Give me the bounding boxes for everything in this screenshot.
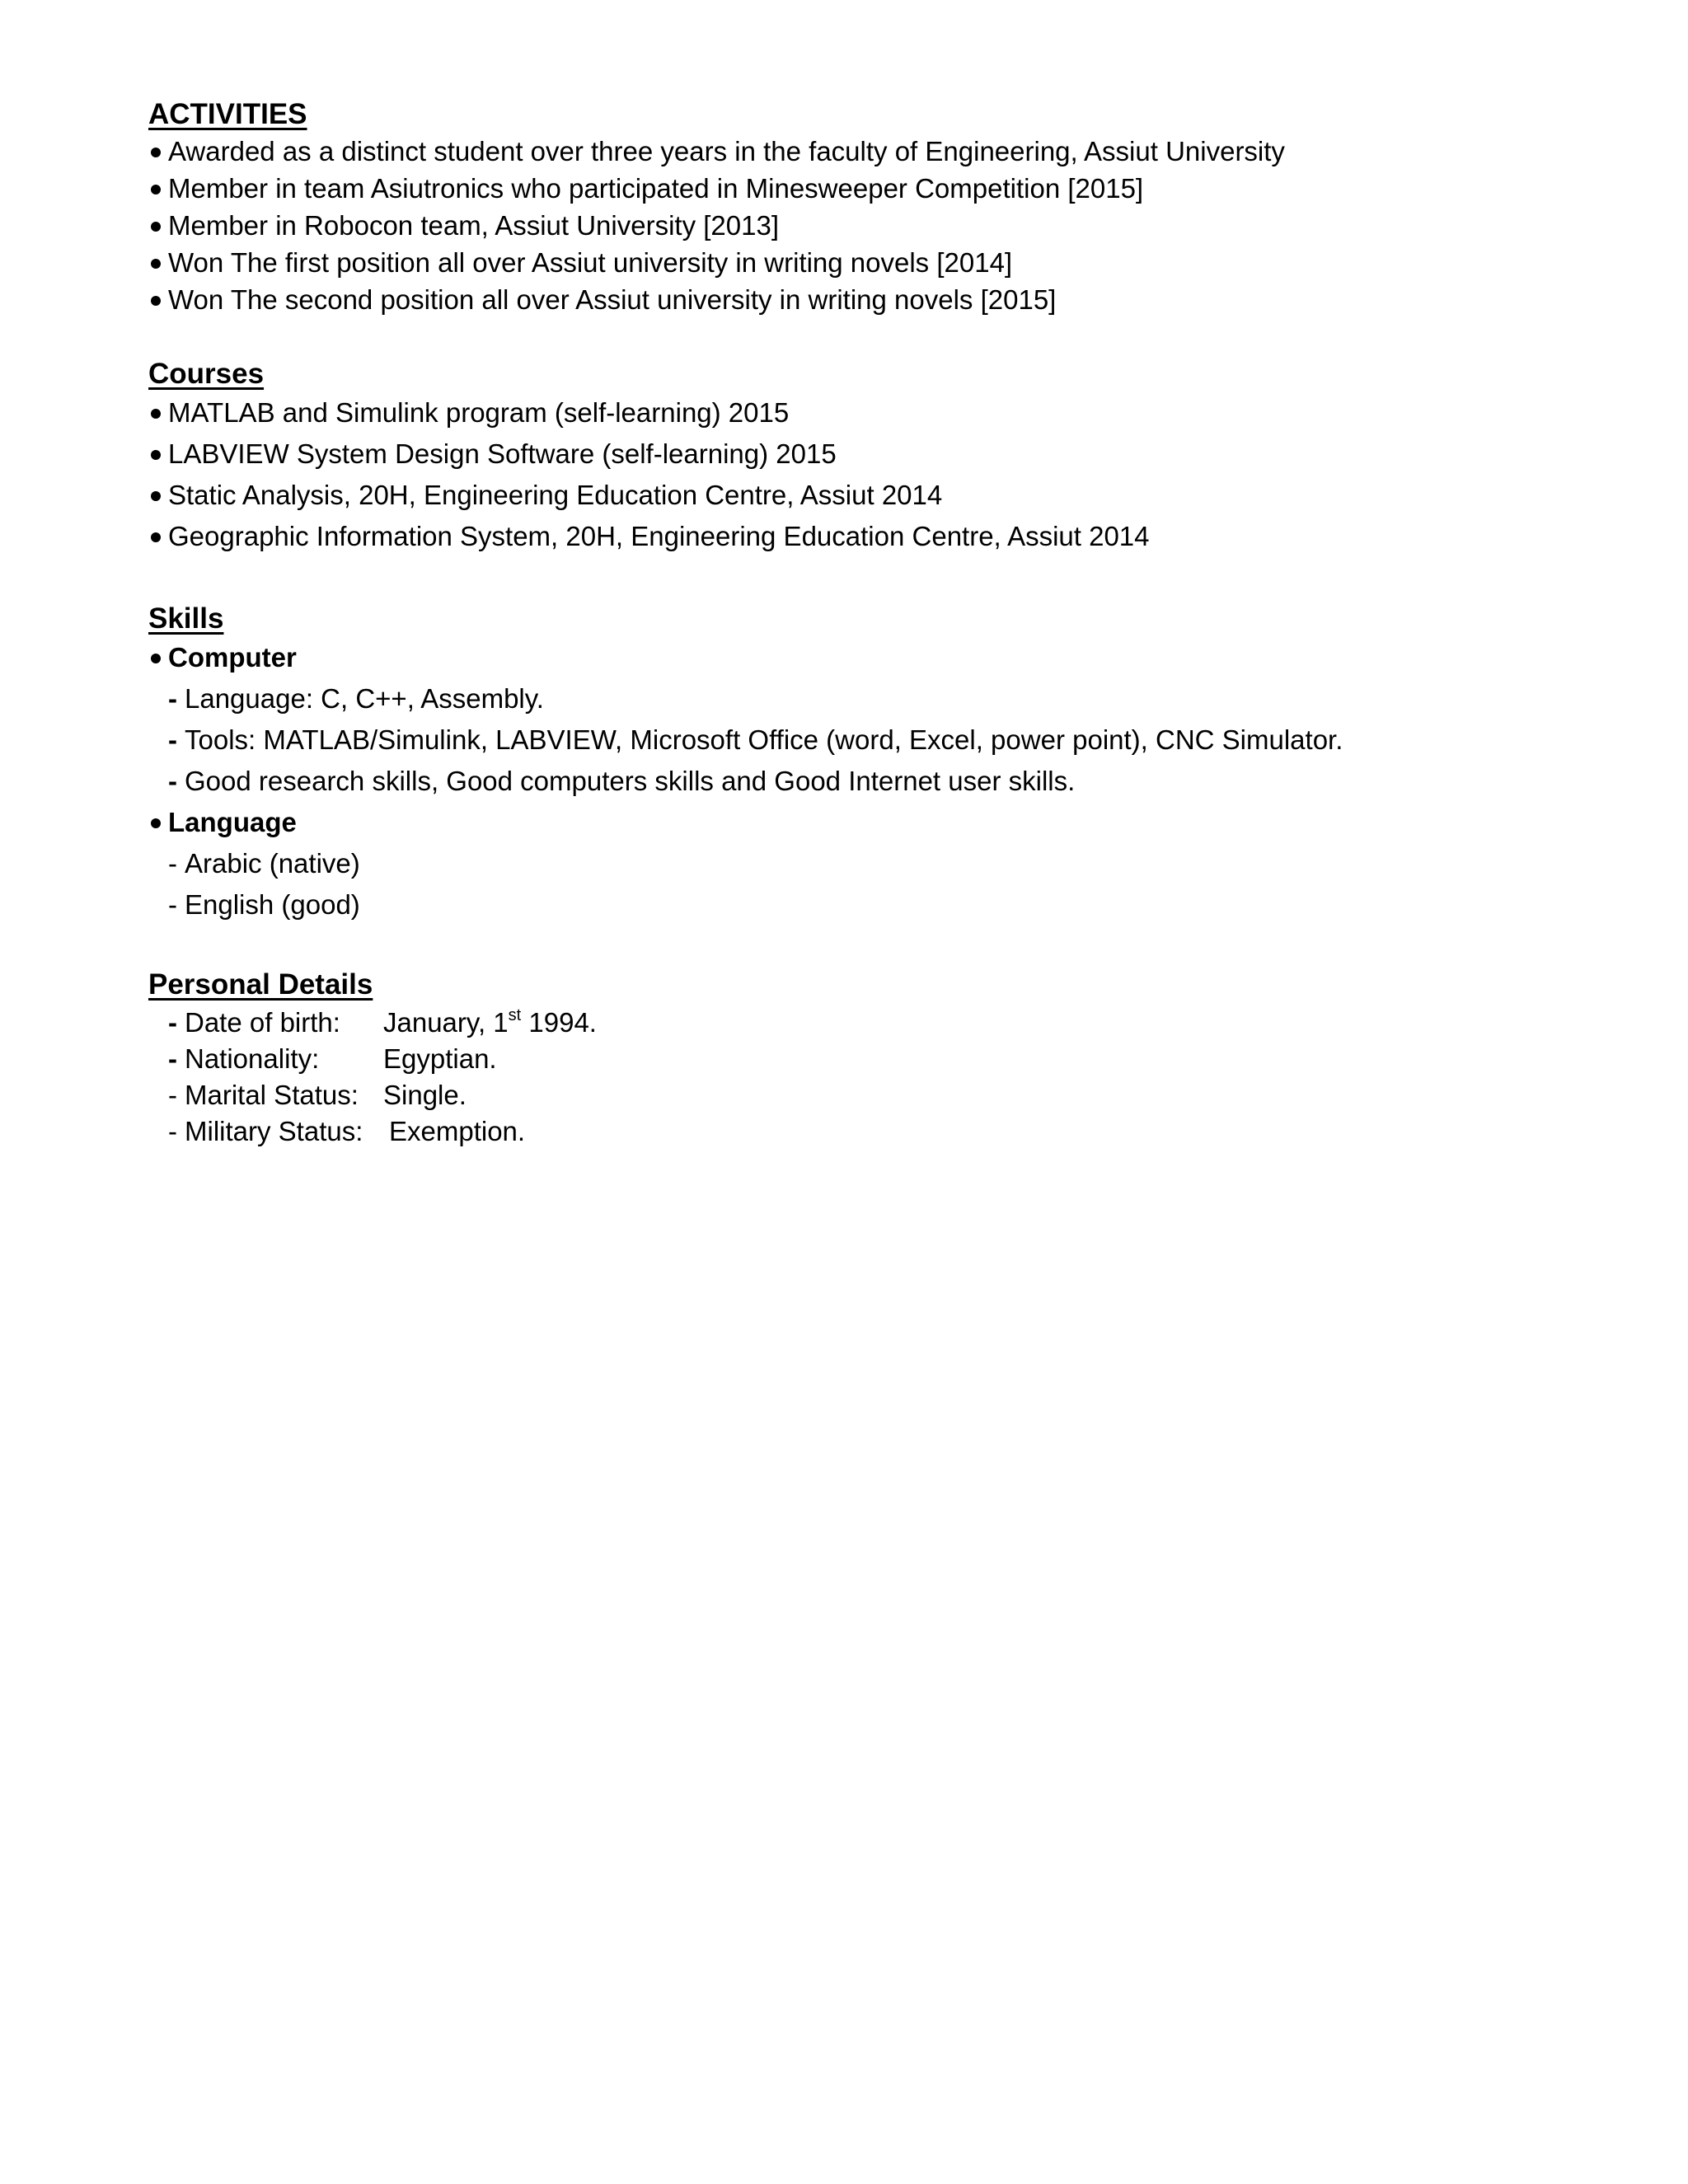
bullet-icon xyxy=(151,259,161,269)
dob-value-year: 1994. xyxy=(521,1007,597,1038)
list-item xyxy=(148,281,1632,318)
skills-heading: Skills xyxy=(148,602,224,635)
personal-details-heading: Personal Details xyxy=(148,968,373,1001)
dash-icon: - xyxy=(168,724,177,755)
bullet-icon xyxy=(151,654,161,663)
marital-row xyxy=(148,1077,1632,1113)
bullet-icon xyxy=(151,532,161,542)
dash-icon: - xyxy=(168,1080,177,1110)
dash-icon: - xyxy=(168,1043,177,1074)
military-row xyxy=(148,1113,1632,1150)
personal-details-section xyxy=(148,967,1632,1150)
courses-section xyxy=(148,356,1632,557)
bullet-icon xyxy=(151,409,161,419)
dash-icon: - xyxy=(168,683,177,714)
list-item xyxy=(148,170,1632,207)
nationality-label: Nationality: xyxy=(185,1043,320,1074)
list-item-text: Member in team Asiutronics who participated in Minesweeper Competition [2015] xyxy=(168,173,1144,204)
list-item-text: LABVIEW System Design Software (self-learning) 2015 xyxy=(168,438,837,469)
skills-section xyxy=(148,601,1632,926)
list-item xyxy=(148,475,1632,516)
list-item-text: Good research skills, Good computers skills and Good Internet user skills. xyxy=(185,766,1076,796)
list-item-text: English (good) xyxy=(185,889,360,920)
skill-category-computer xyxy=(148,637,1632,678)
skills-list xyxy=(148,637,1632,926)
list-item xyxy=(148,884,1632,926)
marital-label: Marital Status: xyxy=(185,1080,359,1110)
nationality-row xyxy=(148,1041,1632,1077)
list-item-text: Language: C, C++, Assembly. xyxy=(185,683,544,714)
list-item-text: Arabic (native) xyxy=(185,848,360,879)
list-item-text: Won The second position all over Assiut university in writing novels [2015] xyxy=(168,284,1057,315)
list-item xyxy=(148,678,1632,719)
list-item-text: Member in Robocon team, Assiut University [2013] xyxy=(168,210,780,241)
dash-icon: - xyxy=(168,889,177,920)
list-item xyxy=(148,392,1632,434)
dash-icon: - xyxy=(168,766,177,796)
list-item xyxy=(148,843,1632,884)
dob-value xyxy=(383,1007,597,1038)
bullet-icon xyxy=(151,818,161,828)
dash-icon: - xyxy=(168,1007,177,1038)
activities-list xyxy=(148,133,1632,318)
dash-icon: - xyxy=(168,848,177,879)
nationality-value: Egyptian. xyxy=(383,1043,497,1074)
list-item-text: MATLAB and Simulink program (self-learning) 2015 xyxy=(168,397,790,428)
list-item-text: Geographic Information System, 20H, Engineering Education Centre, Assiut 2014 xyxy=(168,521,1150,551)
bullet-icon xyxy=(151,491,161,501)
bullet-icon xyxy=(151,450,161,460)
skill-category-title: Computer xyxy=(168,642,297,673)
skill-category-title: Language xyxy=(168,807,297,837)
list-item xyxy=(148,133,1632,170)
list-item-text: Tools: MATLAB/Simulink, LABVIEW, Microsoft Office (word, Excel, power point), CNC Simulator. xyxy=(185,724,1343,755)
list-item-text: Won The first position all over Assiut university in writing novels [2014] xyxy=(168,247,1013,278)
courses-list xyxy=(148,392,1632,557)
military-label: Military Status: xyxy=(185,1116,363,1146)
skill-category-language xyxy=(148,802,1632,843)
list-item xyxy=(148,761,1632,802)
list-item xyxy=(148,244,1632,281)
dob-label: Date of birth: xyxy=(185,1007,340,1038)
list-item xyxy=(148,719,1632,761)
dob-value-day: January, 1 xyxy=(383,1007,509,1038)
dash-icon: - xyxy=(168,1116,177,1146)
dob-row xyxy=(148,1005,1632,1041)
military-value: Exemption. xyxy=(389,1116,526,1146)
activities-section xyxy=(148,96,1632,318)
list-item xyxy=(148,434,1632,475)
bullet-icon xyxy=(151,222,161,232)
bullet-icon xyxy=(151,148,161,157)
courses-heading: Courses xyxy=(148,358,265,390)
list-item xyxy=(148,516,1632,557)
list-item-text: Awarded as a distinct student over three years in the faculty of Engineering, Assiut University xyxy=(168,136,1285,166)
list-item xyxy=(148,207,1632,244)
marital-value: Single. xyxy=(383,1080,467,1110)
bullet-icon xyxy=(151,296,161,306)
bullet-icon xyxy=(151,185,161,194)
activities-heading: ACTIVITIES xyxy=(148,98,307,130)
list-item-text: Static Analysis, 20H, Engineering Education Centre, Assiut 2014 xyxy=(168,480,943,510)
dob-value-suffix: st xyxy=(508,1006,522,1024)
